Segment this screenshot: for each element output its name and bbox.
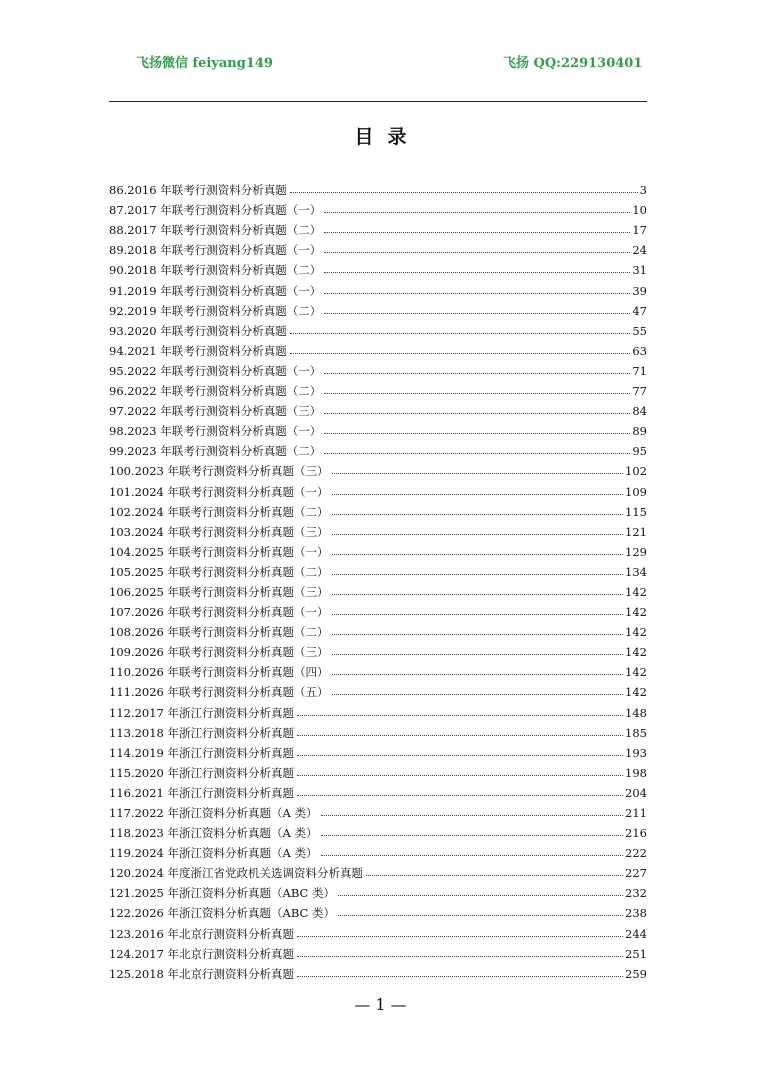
toc-entry-page: 251: [625, 946, 647, 961]
toc-entry[interactable]: [109, 659, 647, 679]
toc-entry-page: 109: [625, 484, 647, 499]
toc-leader-dots: [324, 393, 630, 394]
toc-leader-dots: [297, 795, 623, 796]
toc-entry-title: 108.2026 年联考行测资料分析真题（二）: [109, 625, 329, 640]
toc-entry-title: 99.2023 年联考行测资料分析真题（二）: [109, 444, 322, 459]
table-of-contents: [109, 177, 647, 981]
toc-entry-page: 102: [625, 464, 647, 479]
toc-entry-page: 142: [625, 645, 647, 660]
toc-leader-dots: [290, 353, 631, 354]
toc-entry-title: 105.2025 年联考行测资料分析真题（二）: [109, 564, 329, 579]
toc-entry-title: 94.2021 年联考行测资料分析真题: [109, 343, 287, 358]
toc-entry-page: 10: [632, 203, 647, 218]
toc-entry[interactable]: [109, 378, 647, 398]
page-number: — 1 —: [354, 995, 407, 1014]
toc-entry-page: 259: [625, 966, 647, 981]
toc-entry[interactable]: [109, 579, 647, 599]
toc-leader-dots: [324, 413, 630, 414]
toc-leader-dots: [321, 855, 624, 856]
toc-entry-title: 111.2026 年联考行测资料分析真题（五）: [109, 685, 329, 700]
toc-entry[interactable]: [109, 257, 647, 277]
header-qq: 飞扬 QQ:229130401: [503, 56, 643, 71]
toc-leader-dots: [332, 574, 624, 575]
toc-entry-page: 31: [632, 263, 647, 278]
toc-entry-title: 93.2020 年联考行测资料分析真题: [109, 323, 287, 338]
toc-entry[interactable]: [109, 941, 647, 961]
toc-entry[interactable]: [109, 920, 647, 940]
toc-leader-dots: [324, 373, 630, 374]
toc-leader-dots: [290, 333, 631, 334]
toc-entry-page: 193: [625, 745, 647, 760]
toc-leader-dots: [332, 514, 624, 515]
toc-leader-dots: [332, 554, 624, 555]
toc-entry[interactable]: [109, 398, 647, 418]
toc-entry-page: 238: [625, 906, 647, 921]
toc-entry-page: 3: [639, 183, 647, 198]
toc-entry[interactable]: [109, 599, 647, 619]
toc-entry[interactable]: [109, 499, 647, 519]
toc-entry-page: 142: [625, 665, 647, 680]
page-title: 目录: [354, 126, 421, 148]
toc-entry-page: 227: [625, 866, 647, 881]
toc-entry-page: 232: [625, 886, 647, 901]
toc-entry[interactable]: [109, 860, 647, 880]
toc-entry-title: 102.2024 年联考行测资料分析真题（二）: [109, 504, 329, 519]
toc-leader-dots: [297, 775, 623, 776]
toc-leader-dots: [321, 815, 624, 816]
toc-leader-dots: [297, 755, 623, 756]
toc-entry-page: 222: [625, 846, 647, 861]
toc-entry-page: 148: [625, 705, 647, 720]
toc-entry-page: 211: [625, 806, 647, 820]
toc-leader-dots: [297, 735, 623, 736]
header-rule: [109, 101, 647, 102]
toc-entry[interactable]: [109, 900, 647, 920]
toc-entry[interactable]: [109, 760, 647, 780]
toc-entry[interactable]: [109, 679, 647, 699]
toc-leader-dots: [332, 634, 624, 635]
toc-entry-title: 119.2024 年浙江资料分析真题（A 类）: [109, 846, 318, 861]
toc-entry[interactable]: [109, 277, 647, 297]
toc-leader-dots: [321, 835, 624, 836]
toc-entry[interactable]: [109, 539, 647, 559]
toc-entry[interactable]: [109, 177, 647, 197]
toc-entry-title: 118.2023 年浙江资料分析真题（A 类）: [109, 826, 318, 841]
toc-entry[interactable]: [109, 458, 647, 478]
toc-entry[interactable]: [109, 338, 647, 358]
toc-entry-title: 86.2016 年联考行测资料分析真题: [109, 183, 287, 198]
toc-entry-title: 98.2023 年联考行测资料分析真题（一）: [109, 424, 322, 439]
toc-entry-title: 123.2016 年北京行测资料分析真题: [109, 926, 295, 941]
toc-entry[interactable]: [109, 418, 647, 438]
toc-entry-title: 122.2026 年浙江资料分析真题（ABC 类）: [109, 906, 335, 921]
toc-entry-page: 77: [632, 384, 647, 399]
toc-leader-dots: [332, 473, 624, 474]
toc-entry[interactable]: [109, 720, 647, 740]
toc-entry-title: 87.2017 年联考行测资料分析真题（一）: [109, 203, 322, 218]
toc-leader-dots: [332, 674, 624, 675]
toc-entry-title: 96.2022 年联考行测资料分析真题（二）: [109, 384, 322, 399]
toc-entry-page: 115: [625, 504, 647, 519]
toc-leader-dots: [324, 293, 630, 294]
toc-entry-page: 134: [625, 564, 647, 579]
toc-leader-dots: [332, 654, 624, 655]
toc-entry[interactable]: [109, 840, 647, 860]
toc-leader-dots: [324, 272, 630, 273]
toc-entry[interactable]: [109, 820, 647, 840]
toc-entry[interactable]: [109, 197, 647, 217]
toc-entry-title: 117.2022 年浙江资料分析真题（A 类）: [109, 806, 318, 820]
toc-leader-dots: [338, 895, 623, 896]
toc-entry[interactable]: [109, 619, 647, 639]
toc-leader-dots: [290, 192, 638, 193]
toc-entry-title: 90.2018 年联考行测资料分析真题（二）: [109, 263, 322, 278]
toc-leader-dots: [324, 453, 630, 454]
toc-entry-title: 109.2026 年联考行测资料分析真题（三）: [109, 645, 329, 660]
toc-entry[interactable]: [109, 358, 647, 378]
toc-entry-page: 121: [625, 524, 647, 539]
toc-leader-dots: [332, 694, 624, 695]
toc-entry-page: 216: [625, 826, 647, 841]
toc-entry-title: 106.2025 年联考行测资料分析真题（三）: [109, 584, 329, 599]
toc-leader-dots: [324, 433, 630, 434]
toc-entry-title: 92.2019 年联考行测资料分析真题（二）: [109, 303, 322, 318]
toc-entry-page: 24: [632, 243, 647, 258]
toc-entry[interactable]: [109, 780, 647, 800]
toc-entry-title: 110.2026 年联考行测资料分析真题（四）: [109, 665, 329, 680]
toc-entry-page: 142: [625, 584, 647, 599]
toc-leader-dots: [332, 594, 624, 595]
toc-leader-dots: [324, 313, 630, 314]
toc-entry-page: 129: [625, 544, 647, 559]
toc-entry-page: 17: [632, 223, 647, 238]
toc-entry[interactable]: [109, 438, 647, 458]
toc-entry[interactable]: [109, 800, 647, 820]
toc-entry[interactable]: [109, 478, 647, 498]
toc-entry[interactable]: [109, 237, 647, 257]
toc-entry[interactable]: [109, 217, 647, 237]
toc-leader-dots: [297, 936, 623, 937]
toc-entry-page: 244: [625, 926, 647, 941]
toc-entry-title: 101.2024 年联考行测资料分析真题（一）: [109, 484, 329, 499]
toc-entry-title: 124.2017 年北京行测资料分析真题: [109, 946, 295, 961]
toc-entry-title: 125.2018 年北京行测资料分析真题: [109, 966, 295, 981]
toc-entry-page: 142: [625, 685, 647, 700]
toc-entry[interactable]: [109, 559, 647, 579]
toc-leader-dots: [297, 715, 623, 716]
toc-leader-dots: [324, 252, 630, 253]
header-wechat: 飞扬微信 feiyang149: [136, 56, 273, 71]
toc-entry-page: 39: [632, 283, 647, 298]
toc-entry[interactable]: [109, 961, 647, 981]
toc-entry-page: 142: [625, 605, 647, 620]
toc-entry-title: 116.2021 年浙江行测资料分析真题: [109, 785, 295, 800]
toc-entry-title: 89.2018 年联考行测资料分析真题（一）: [109, 243, 322, 258]
toc-entry-page: 84: [632, 404, 647, 419]
toc-leader-dots: [297, 956, 623, 957]
toc-entry-title: 91.2019 年联考行测资料分析真题（一）: [109, 283, 322, 298]
toc-entry-title: 113.2018 年浙江行测资料分析真题: [109, 725, 295, 740]
toc-entry-page: 198: [625, 765, 647, 780]
toc-entry-page: 95: [632, 444, 647, 459]
toc-entry-title: 114.2019 年浙江行测资料分析真题: [109, 745, 295, 760]
toc-entry-title: 97.2022 年联考行测资料分析真题（三）: [109, 404, 322, 419]
toc-entry[interactable]: [109, 880, 647, 900]
toc-entry[interactable]: [109, 318, 647, 338]
toc-entry-page: 185: [625, 725, 647, 740]
toc-leader-dots: [332, 614, 624, 615]
toc-leader-dots: [332, 534, 624, 535]
toc-entry[interactable]: [109, 740, 647, 760]
toc-entry-title: 120.2024 年度浙江省党政机关选调资料分析真题: [109, 866, 364, 881]
toc-entry-title: 88.2017 年联考行测资料分析真题（二）: [109, 223, 322, 238]
toc-leader-dots: [332, 494, 624, 495]
toc-entry-page: 55: [632, 323, 647, 338]
toc-entry-title: 112.2017 年浙江行测资料分析真题: [109, 705, 295, 720]
toc-entry-title: 115.2020 年浙江行测资料分析真题: [109, 765, 295, 780]
toc-entry-page: 142: [625, 625, 647, 640]
toc-entry-title: 121.2025 年浙江资料分析真题（ABC 类）: [109, 886, 335, 901]
toc-entry-page: 47: [632, 303, 647, 318]
toc-entry[interactable]: [109, 699, 647, 719]
toc-entry-title: 107.2026 年联考行测资料分析真题（一）: [109, 605, 329, 620]
toc-entry[interactable]: [109, 298, 647, 318]
toc-leader-dots: [324, 212, 630, 213]
toc-entry-page: 89: [632, 424, 647, 439]
toc-leader-dots: [297, 976, 623, 977]
toc-entry-page: 71: [632, 363, 647, 378]
toc-entry-page: 63: [632, 343, 647, 358]
toc-leader-dots: [338, 915, 623, 916]
toc-entry-title: 104.2025 年联考行测资料分析真题（一）: [109, 544, 329, 559]
toc-entry-title: 103.2024 年联考行测资料分析真题（三）: [109, 524, 329, 539]
toc-leader-dots: [324, 232, 630, 233]
toc-entry-title: 100.2023 年联考行测资料分析真题（三）: [109, 464, 329, 479]
toc-entry[interactable]: [109, 639, 647, 659]
toc-leader-dots: [366, 875, 623, 876]
toc-entry-title: 95.2022 年联考行测资料分析真题（一）: [109, 363, 322, 378]
toc-entry-page: 204: [625, 785, 647, 800]
toc-entry[interactable]: [109, 519, 647, 539]
